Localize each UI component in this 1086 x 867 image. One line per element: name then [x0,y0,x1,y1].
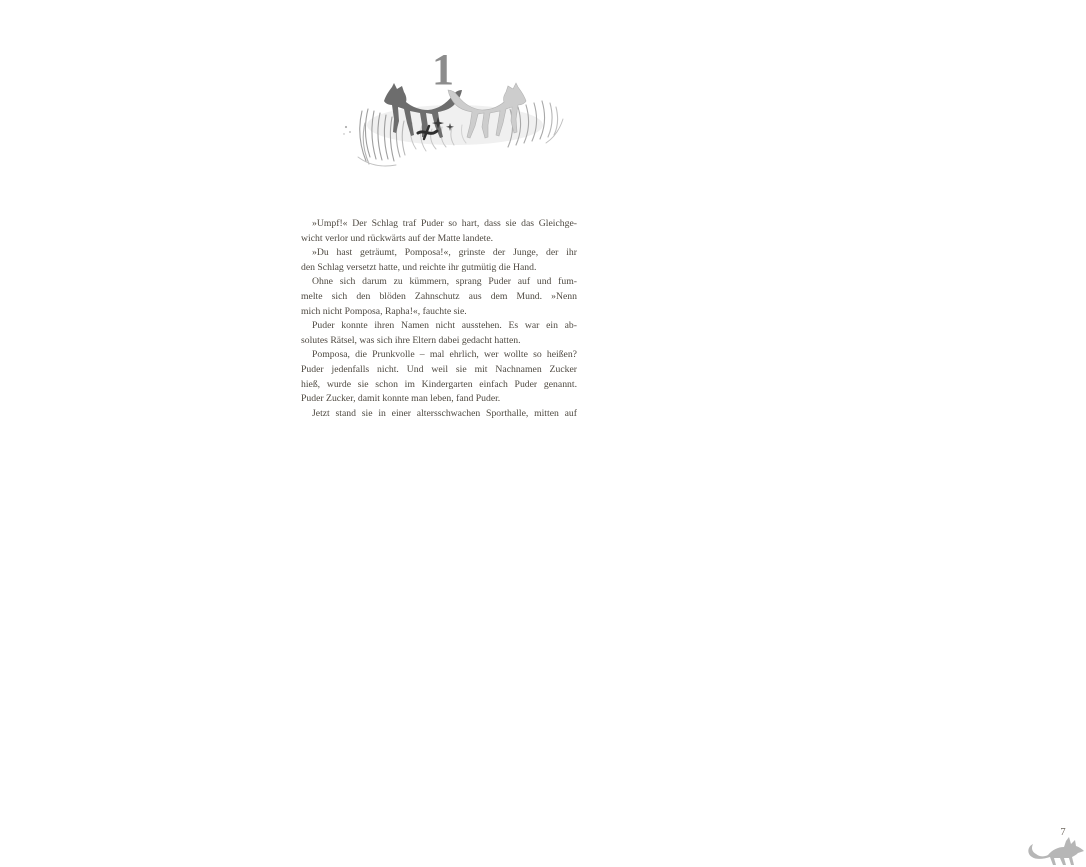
text-line: »Umpf!« Der Schlag traf Puder so hart, dass sie das Gleichge- [312,218,577,229]
page-number: 7 [1060,827,1066,838]
text-line: Puder konnte ihren Namen nicht ausstehen. Es war ein ab- [312,320,577,332]
footer-fox-icon [1024,835,1086,867]
text-line: den Schlag versetzt hatte, und reichte ihr gutmütig die Hand. [301,261,537,273]
text-line: Pomposa, die Prunkvolle – mal ehrlich, wer wollte so heißen? [312,349,577,361]
left-page-blank [0,0,300,478]
text-line: mich nicht Pomposa, Rapha!«, fauchte sie. [301,305,467,317]
text-line: solutes Rätsel, was sich ihre Eltern dabei gedacht hatten. [301,334,521,346]
body-text [301,217,577,421]
text-line: Jetzt stand sie in einer altersschwachen Sporthalle, mitten auf [312,407,577,419]
text-line: Puder Zucker, damit konnte man leben, fand Puder. [301,393,501,405]
text-line: »Du hast geträumt, Pomposa!«, grinste der Junge, der ihr [312,247,577,259]
sketch-dots-icon [343,126,351,135]
page-footer [510,412,1066,838]
chapter-number: 1 [432,45,454,94]
text-line: hieß, wurde sie schon im Kindergarten einfach Puder genannt. [301,378,577,390]
text-line: melte sich den blöden Zahnschutz aus dem Mund. »Nenn [301,290,577,302]
text-line: wicht verlor und rückwärts auf der Matte landete. [301,232,494,244]
text-line: Puder jedenfalls nicht. Und weil sie mit Nachnamen Zucker [301,363,577,375]
text-line: Ohne sich darum zu kümmern, sprang Puder auf und fum- [312,276,577,288]
foxes-illustration [342,80,568,174]
